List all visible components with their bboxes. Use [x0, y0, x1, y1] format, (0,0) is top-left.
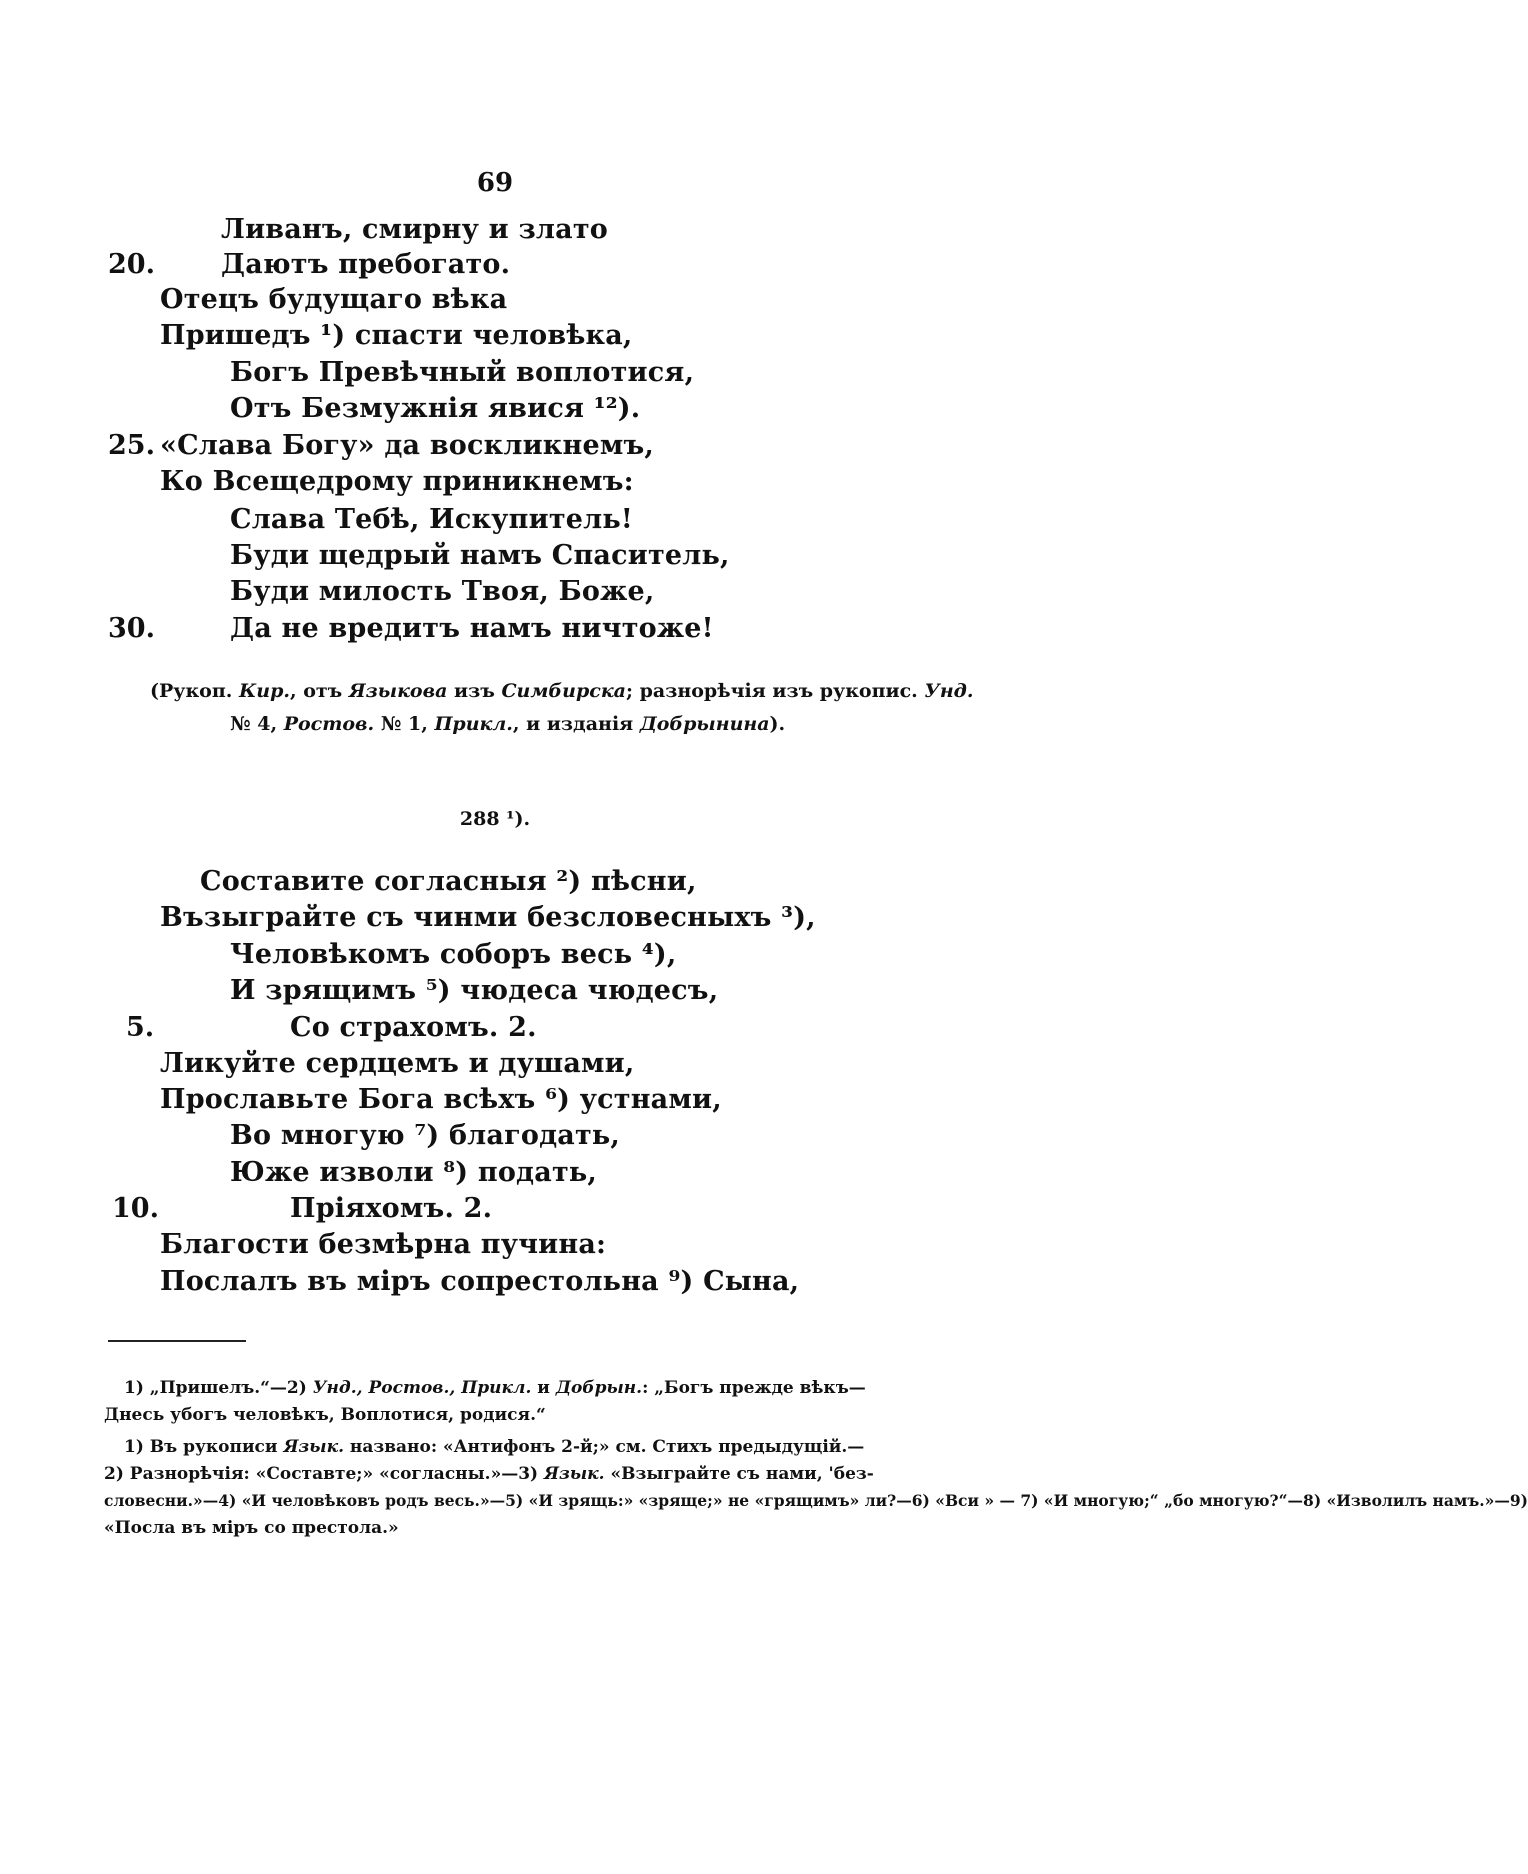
poem-line: Во многую ⁷) благодать,: [230, 1120, 621, 1151]
poem-line: Ко Всещедрому приникнемъ:: [160, 466, 634, 497]
poem-line: Даютъ пребогато.: [221, 249, 511, 280]
poem-line: «Слава Богу» да воскликнемъ,: [160, 430, 654, 461]
line-number: 10.: [112, 1193, 159, 1224]
poem-number-heading: 288 ¹).: [459, 808, 531, 830]
source-text: , отъ: [289, 680, 349, 702]
footnote-line: словесни.»—4) «И человѣковъ родъ весь.»—5) «И зрящь:» «зряще;» не «грящимъ» ли?—6) «Вси » — 7) «И многую;“ „бо многую?“—8) «Изволилъ намъ.»—9): [104, 1491, 1528, 1510]
source-text: Языкова: [348, 680, 448, 702]
line-number: 5.: [126, 1012, 155, 1043]
source-text: Добрынина: [639, 713, 770, 735]
source-text: Кир.: [238, 680, 290, 702]
footnote-text: Язык.: [283, 1437, 344, 1457]
poem-line: Отъ Безмужнія явися ¹²).: [230, 393, 641, 424]
footnote-text: 1) Въ рукописи: [124, 1437, 284, 1457]
poem-line: Составите согласныя ²) пѣсни,: [200, 866, 697, 897]
poem-line: Прославьте Бога всѣхъ ⁶) устнами,: [160, 1084, 722, 1115]
poem-line: Буди милость Твоя, Боже,: [230, 576, 655, 607]
footnote-text: Добрын.: [555, 1378, 643, 1398]
poem-line: Богъ Превѣчный воплотися,: [230, 357, 695, 388]
footnote-text: Унд., Ростов., Прикл.: [312, 1378, 532, 1398]
footnote-text: названо: «Антифонъ 2-й;» см. Стихъ предыдущій.—: [344, 1437, 865, 1457]
footnote-text: «Взыграйте съ нами, 'без-: [604, 1464, 874, 1484]
footnote-divider: [108, 1340, 246, 1342]
source-text: № 1,: [374, 713, 435, 735]
source-note-line-1: [150, 680, 974, 702]
poem-line: Отецъ будущаго вѣка: [160, 284, 508, 315]
source-text: (Рукоп.: [150, 680, 239, 702]
source-text: , и изданія: [512, 713, 640, 735]
poem-line: Пріяхомъ. 2.: [290, 1193, 493, 1224]
footnote-text: Язык.: [544, 1464, 605, 1484]
footnote-text: : „Богъ прежде вѣкъ—: [642, 1378, 866, 1398]
poem-line: Буди щедрый намъ Спаситель,: [230, 540, 730, 571]
source-text: Симбирска: [501, 680, 626, 702]
source-text: Ростов.: [283, 713, 375, 735]
footnote-line: «Посла въ міръ со престола.»: [104, 1518, 399, 1538]
footnote-line: [124, 1437, 864, 1457]
line-number: 30.: [108, 613, 155, 644]
line-number: 20.: [108, 249, 155, 280]
poem-line: Ликуйте сердцемъ и душами,: [160, 1048, 635, 1079]
source-text: ; разнорѣчія изъ рукопис.: [626, 680, 925, 702]
footnote-line: Днесь убогъ человѣкъ, Воплотися, родися.“: [104, 1405, 546, 1425]
poem-line: Слава Тебѣ, Искупитель!: [230, 504, 633, 535]
footnote-text: 2) Разнорѣчія: «Составте;» «согласны.»—3): [104, 1464, 544, 1484]
poem-line: Юже изволи ⁸) подать,: [230, 1157, 597, 1188]
source-text: Прикл.: [434, 713, 513, 735]
poem-line: Человѣкомъ соборъ весь ⁴),: [230, 939, 677, 970]
footnote-line: [124, 1378, 866, 1398]
line-number: 25.: [108, 430, 155, 461]
page-number: 69: [476, 168, 514, 198]
source-text: изъ: [447, 680, 502, 702]
source-text: ).: [769, 713, 786, 735]
footnote-line: [104, 1464, 874, 1484]
poem-line: И зрящимъ ⁵) чюдеса чюдесъ,: [230, 975, 719, 1006]
poem-line: Да не вредитъ намъ ничтоже!: [230, 613, 714, 644]
poem-line: Възыграйте съ чинми безсловесныхъ ³),: [160, 902, 816, 933]
source-text: № 4,: [230, 713, 284, 735]
poem-line: Пришедъ ¹) спасти человѣка,: [160, 320, 633, 351]
poem-line: Послалъ въ міръ сопрестольна ⁹) Сына,: [160, 1266, 800, 1297]
poem-line: Благости безмѣрна пучина:: [160, 1229, 607, 1260]
footnote-text: и: [531, 1378, 556, 1398]
poem-line: Со страхомъ. 2.: [290, 1012, 537, 1043]
footnote-text: 1) „Пришелъ.“—2): [124, 1378, 313, 1398]
source-note-line-2: [230, 713, 785, 735]
source-text: Унд.: [924, 680, 974, 702]
poem-line: Ливанъ, смирну и злато: [221, 214, 609, 245]
